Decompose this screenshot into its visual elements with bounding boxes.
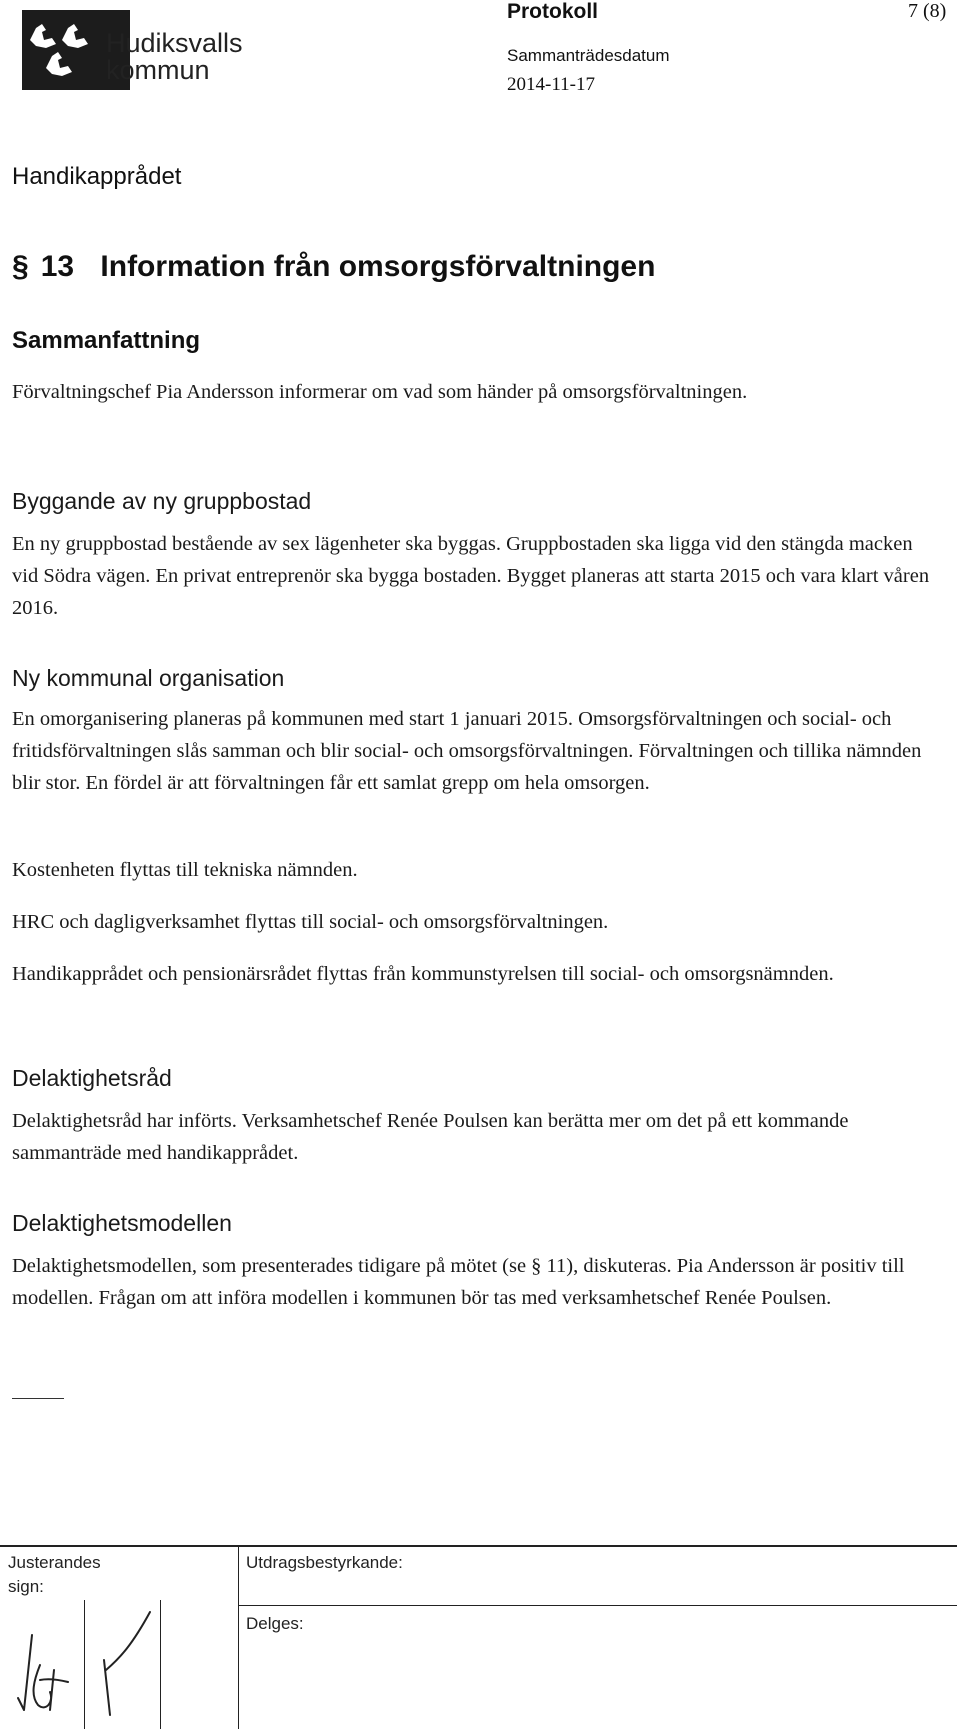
handwritten-signature-1-icon <box>10 1610 80 1720</box>
hrc-paragraph: HRC och dagligverksamhet flyttas till social- och omsorgsförvaltningen. <box>12 911 609 933</box>
document-type: Protokoll <box>507 0 599 23</box>
signers-label-line-2: sign: <box>8 1577 44 1596</box>
organisation-heading: Ny kommunal organisation <box>12 665 285 691</box>
meeting-date: 2014-11-17 <box>507 74 595 95</box>
signers-label-line-1: Justerandes <box>8 1553 101 1572</box>
section-end-rule <box>12 1398 64 1399</box>
meeting-date-label: Sammanträdesdatum <box>507 46 670 65</box>
councils-paragraph: Handikapprådet och pensionärsrådet flyttas från kommunstyrelsen till social- och omsorgsnämnden. <box>12 963 834 985</box>
group-housing-paragraph: En ny gruppbostad bestående av sex lägenheter ska byggas. Gruppbostaden ska ligga vid den stängda macken vid Södra vägen. En privat entreprenör ska bygga bostaden. Bygget planeras att starta 2015 och vara klart våren 2016. <box>12 533 930 619</box>
participation-model-paragraph: Delaktighetsmodellen, som presenterades tidigare på mötet (se § 11), diskuteras. Pia Andersson är positiv till modellen. Frågan om att införa modellen i kommunen bör tas med verksamhetschef Renée Poulsen. <box>12 1255 905 1309</box>
cost-unit-paragraph: Kostenheten flyttas till tekniska nämnden. <box>12 859 358 881</box>
section-heading: Information från omsorgsförvaltningen <box>100 250 656 283</box>
group-housing-heading: Byggande av ny gruppbostad <box>12 488 312 514</box>
signature-divider-2 <box>160 1600 161 1729</box>
participation-council-heading: Delaktighetsråd <box>12 1065 172 1091</box>
footer-middle-rule <box>238 1605 957 1606</box>
intro-paragraph: Förvaltningschef Pia Andersson informerar om vad som händer på omsorgsförvaltningen. <box>12 381 748 403</box>
participation-council-paragraph: Delaktighetsråd har införts. Verksamhetschef Renée Poulsen kan berätta mer om det på ett kommande sammanträde med handikapprådet. <box>12 1110 849 1164</box>
signature-divider-1 <box>84 1600 85 1729</box>
section-number: 13 <box>40 250 75 283</box>
handwritten-signature-2-icon <box>92 1600 158 1720</box>
signers-label <box>8 1551 101 1599</box>
section-title <box>12 250 655 284</box>
participation-model-heading: Delaktighetsmodellen <box>12 1210 232 1236</box>
page-number: 7 (8) <box>908 0 947 22</box>
municipality-name <box>106 30 243 84</box>
paragraph-symbol: § <box>12 250 29 283</box>
footer-top-rule <box>0 1545 957 1547</box>
organisation-paragraph: En omorganisering planeras på kommunen med start 1 januari 2015. Omsorgsförvaltningen och social- och fritidsförvaltningen slås samman och blir social- och omsorgsförvaltningen. Förvaltningen och tillika nämnden blir stor. En fördel är att förvaltningen får ett samlat grepp om hela omsorgen. <box>12 708 922 794</box>
footer-divider <box>238 1545 239 1729</box>
summary-heading: Sammanfattning <box>12 327 201 354</box>
signature-1 <box>10 1610 80 1725</box>
extract-certification-label: Utdragsbestyrkande: <box>246 1553 403 1572</box>
committee-name: Handikapprådet <box>12 163 182 190</box>
sent-to-label: Delges: <box>246 1614 304 1633</box>
logo-line-2: kommun <box>106 55 210 85</box>
logo-line-1: Hudiksvalls <box>106 28 243 58</box>
signature-2 <box>92 1600 158 1725</box>
